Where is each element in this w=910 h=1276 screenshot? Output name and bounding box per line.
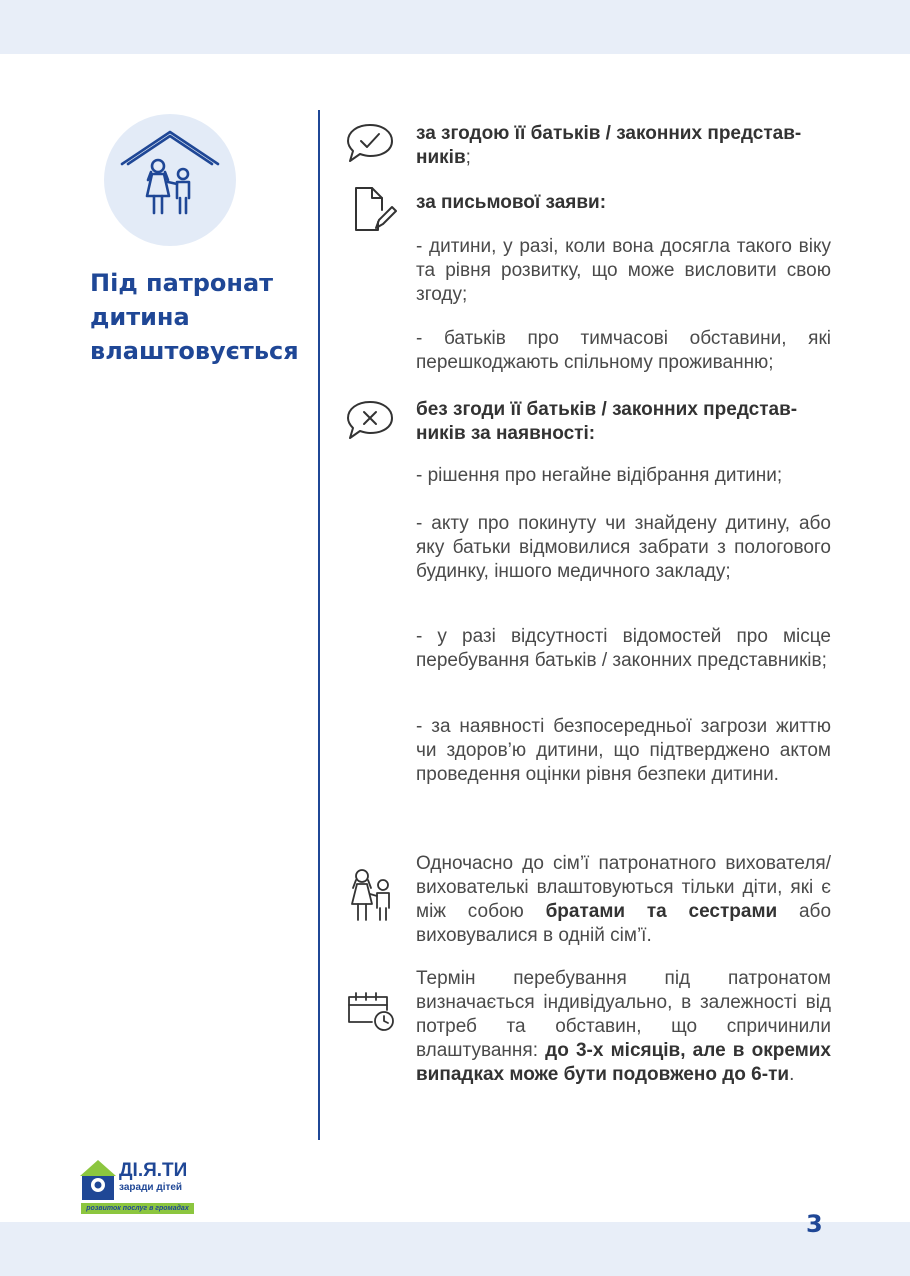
vertical-divider — [318, 110, 320, 1140]
no-consent-heading — [416, 398, 831, 446]
calendar-clock-icon — [346, 990, 396, 1032]
no-consent-item-3: - у разі відсутності відомостей про місце перебування батьків / законних представників; — [416, 626, 831, 671]
written-heading: за письмової заяви: — [416, 192, 607, 213]
no-consent-item-1: - рішення про негайне відібрання дитини; — [416, 465, 783, 486]
page-title: Під патронат дитина влаштовується — [90, 269, 299, 365]
children-icon — [346, 866, 396, 924]
written-item-1: - дитини, у разі, коли вона досягла такого віку та рівня розвитку, що може висловити свою згоду; — [416, 236, 831, 305]
chat-check-icon — [344, 121, 396, 165]
siblings-text-bold: братами та сестрами — [545, 901, 778, 922]
duration-text-bold: до 3-х місяців, але в окремих випадках може бути подовжено до 6-ти — [416, 1040, 831, 1085]
consent-line2: ників — [416, 147, 466, 168]
duration-text-before: Термін перебування під патронатом визначається індивідуально, в залежності від потреб та обставин, що спричинили влаштування: — [416, 968, 831, 1061]
consent-line1: за згодою її батьків / законних представ- — [416, 123, 802, 144]
no-consent-item-4: - за наявності безпосередньої загрози життю чи здоров’ю дитини, що підтверджено актом проведення оцінки рівня безпеки дитини. — [416, 716, 831, 785]
siblings-text-after: або виховувалися в одній сім’ї. — [416, 901, 832, 946]
logo-name: ДІ.Я.ТИ — [119, 1160, 188, 1181]
logo — [78, 1158, 198, 1216]
duration-paragraph — [416, 967, 831, 1087]
logo-strip: розвиток послуг в громадах — [81, 1203, 194, 1214]
top-band — [0, 0, 910, 54]
no-consent-line1: без згоди її батьків / законних представ- — [416, 399, 798, 420]
no-consent-item-2: - акту про покинуту чи знайдену дитину, або яку батьки відмовилися забрати з пологового будинку, іншого медичного закладу; — [416, 513, 831, 582]
house-children-icon — [104, 114, 236, 246]
house-children-badge — [104, 114, 236, 246]
written-item-2: - батьків про тимчасові обставини, які перешкоджають спільному проживанню; — [416, 328, 831, 373]
duration-text-after: . — [789, 1064, 795, 1085]
siblings-paragraph — [416, 852, 831, 948]
document-pen-icon — [352, 184, 398, 236]
logo-house-icon — [78, 1158, 118, 1202]
bottom-band — [0, 1222, 910, 1276]
consent-heading — [416, 122, 831, 170]
page-number: 3 — [806, 1210, 823, 1238]
no-consent-line2: ників за наявності: — [416, 423, 596, 444]
consent-line2-end: ; — [465, 147, 471, 168]
chat-cross-icon — [344, 398, 396, 442]
siblings-text-before: Одночасно до сім’ї патронатного вихователя/вихователькі влаштовуються тільки діти, які є між собою — [416, 853, 831, 922]
logo-subtitle: заради дітей — [119, 1182, 183, 1193]
